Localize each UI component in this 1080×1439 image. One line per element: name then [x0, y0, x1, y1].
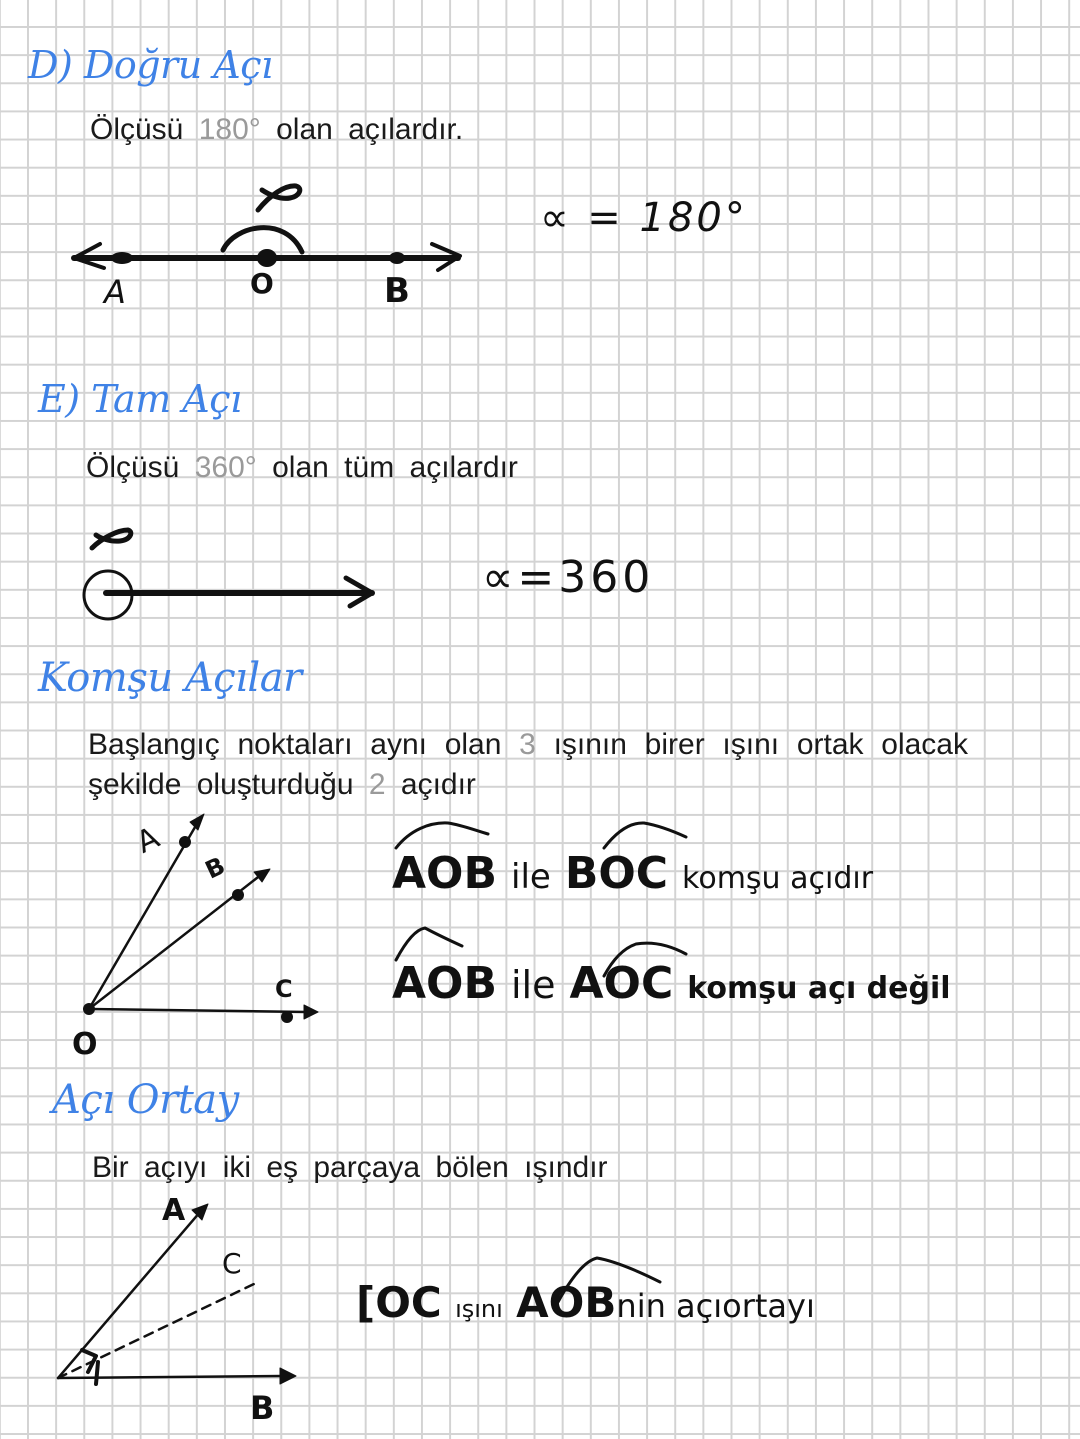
note-text: komşu açı değil: [687, 971, 951, 1006]
point-label-o: O: [250, 267, 274, 300]
definition-text: Başlangıç noktaları aynı olan: [88, 728, 502, 761]
point-label-b: B: [200, 851, 230, 885]
angle-bisector-note: [356, 1278, 815, 1327]
point-label-a: A: [162, 1193, 186, 1228]
heading-angle-bisector: Açı Ortay: [52, 1077, 239, 1123]
definition-number: 180°: [198, 113, 261, 146]
point-label-o: O: [72, 1027, 98, 1062]
point-label-b: B: [384, 271, 410, 311]
definition-angle-bisector: Bir açıyı iki eş parçaya bölen ışındır: [92, 1151, 608, 1184]
point-label-b: B: [250, 1389, 275, 1427]
definition-number: 360°: [194, 451, 257, 484]
angle-aob: AOB: [516, 1278, 617, 1327]
definition-text: Ölçüsü: [86, 451, 180, 484]
note-text: nin açıortayı: [616, 1287, 815, 1325]
point-label-c: C: [275, 975, 293, 1003]
equation-full-angle: ∝=360: [482, 552, 655, 603]
heading-adjacent-angles: Komşu Açılar: [38, 655, 302, 701]
ray-oc: [OC: [356, 1278, 442, 1327]
definition-text: olan açılardır.: [276, 113, 464, 146]
definition-number: 2: [368, 768, 386, 801]
point-label-a: A: [104, 273, 126, 311]
definition-text: açıdır: [400, 768, 476, 801]
angle-aob: AOB: [392, 958, 497, 1009]
angle-aoc: AOC: [569, 958, 674, 1009]
definition-text: ışının birer ışını ortak olacak şekilde oluşturduğu: [88, 728, 968, 801]
note-text: komşu açıdır: [682, 861, 874, 896]
point-label-a: A: [131, 820, 165, 861]
connector: ile: [511, 963, 556, 1007]
note-text: ışını: [455, 1295, 503, 1323]
equation-straight-angle: ∝ = 180°: [540, 195, 748, 241]
angle-aob: AOB: [392, 848, 497, 899]
heading-full-angle: E) Tam Açı: [38, 377, 242, 421]
definition-text: Ölçüsü: [90, 113, 184, 146]
point-label-c: C: [222, 1247, 242, 1280]
angle-boc: BOC: [564, 848, 669, 899]
definition-number: 3: [519, 728, 536, 761]
connector: ile: [511, 857, 551, 897]
definition-text: olan tüm açılardır: [272, 451, 518, 484]
heading-straight-angle: D) Doğru Açı: [28, 43, 273, 87]
